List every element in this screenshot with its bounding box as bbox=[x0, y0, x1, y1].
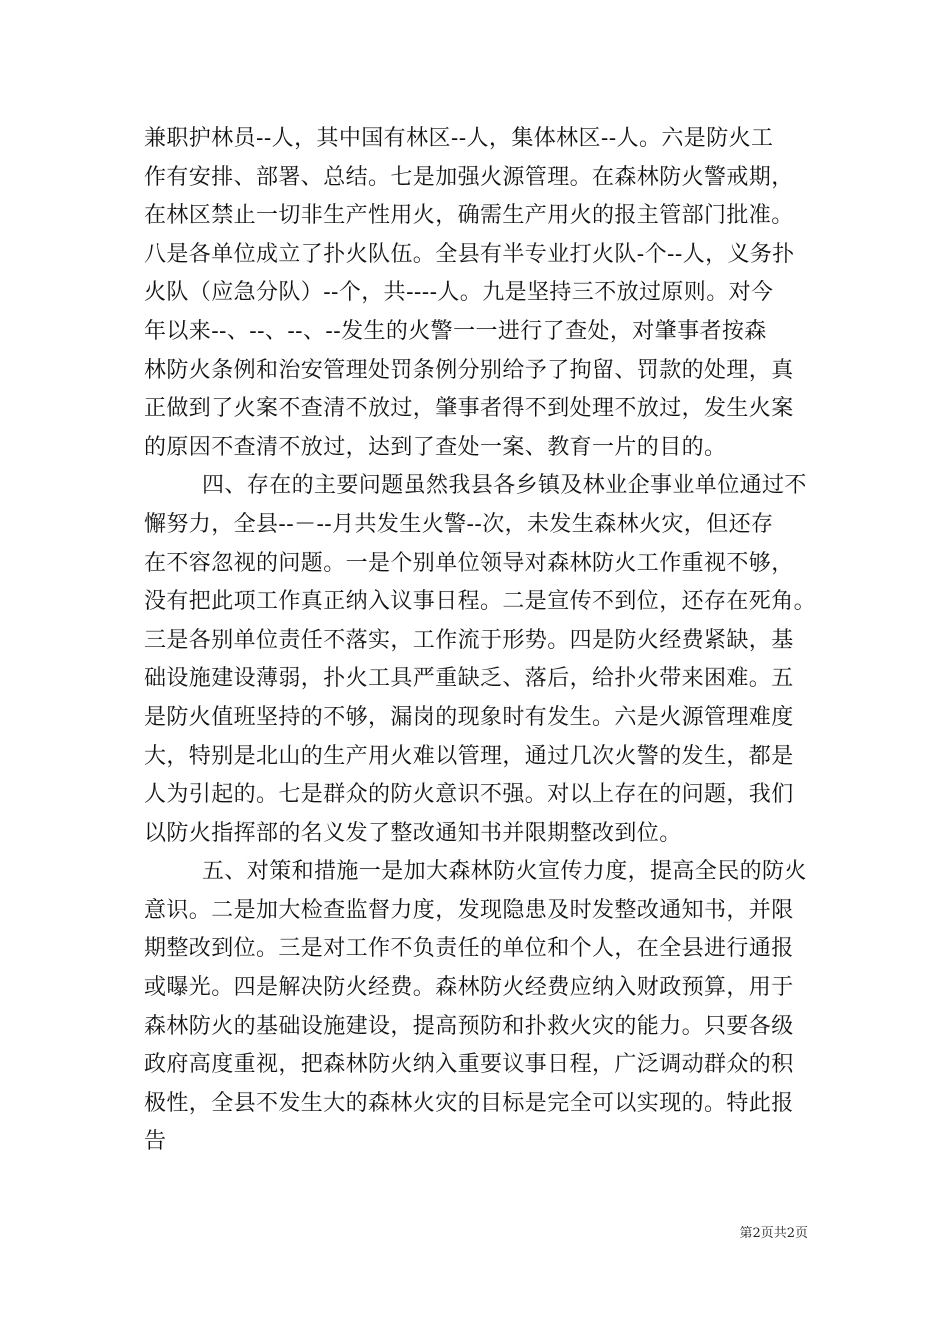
text-line: 三是各别单位责任不落实，工作流于形势。四是防火经费紧缺，基 bbox=[144, 627, 794, 653]
text-line: 的原因不查清不放过，达到了查处一案、教育一片的目的。 bbox=[144, 434, 727, 460]
text-line: 期整改到位。三是对工作不负责任的单位和个人，在全县进行通报 bbox=[144, 936, 794, 962]
text-line: 政府高度重视，把森林防火纳入重要议事日程，广泛调动群众的积 bbox=[144, 1052, 794, 1078]
text-line: 林防火条例和治安管理处罚条例分别给予了拘留、罚款的处理，真 bbox=[144, 357, 794, 383]
section-heading-line: 五、对策和措施一是加大森林防火宣传力度，提高全民的防火 bbox=[202, 859, 807, 885]
text-line: 作有安排、部署、总结。七是加强火源管理。在森林防火警戒期， bbox=[144, 164, 794, 190]
text-line: 意识。二是加大检查监督力度，发现隐患及时发整改通知书，并限 bbox=[144, 897, 794, 923]
text-line: 在不容忽视的问题。一是个别单位领导对森林防火工作重视不够， bbox=[144, 550, 794, 576]
text-line: 在林区禁止一切非生产性用火，确需生产用火的报主管部门批准。 bbox=[144, 203, 794, 229]
text-line: 火队（应急分队）--个，共----人。九是坚持三不放过原则。对今 bbox=[144, 280, 774, 306]
text-line: 没有把此项工作真正纳入议事日程。二是宣传不到位，还存在死角。 bbox=[144, 589, 817, 615]
text-line: 人为引起的。七是群众的防火意识不强。对以上存在的问题，我们 bbox=[144, 782, 794, 808]
section-heading-line: 四、存在的主要问题虽然我县各乡镇及林业企事业单位通过不 bbox=[202, 473, 807, 499]
body-text bbox=[144, 120, 817, 1162]
text-line: 兼职护林员--人，其中国有林区--人，集体林区--人。六是防火工 bbox=[144, 126, 774, 151]
text-line: 正做到了火案不查清不放过，肇事者得不到处理不放过，发生火案 bbox=[144, 396, 794, 422]
text-line: 或曝光。四是解决防火经费。森林防火经费应纳入财政预算，用于 bbox=[144, 975, 794, 1001]
text-line: 告 bbox=[144, 1129, 167, 1155]
text-line: 森林防火的基础设施建设，提高预防和扑救火灾的能力。只要各级 bbox=[144, 1013, 794, 1039]
text-line: 极性，全县不发生大的森林火灾的目标是完全可以实现的。特此报 bbox=[144, 1090, 794, 1116]
text-line: 年以来--、--、--、--发生的火警一一进行了查处，对肇事者按森 bbox=[144, 318, 767, 344]
text-line: 础设施建设薄弱，扑火工具严重缺乏、落后，给扑火带来困难。五 bbox=[144, 666, 794, 692]
text-line: 以防火指挥部的名义发了整改通知书并限期整改到位。 bbox=[144, 820, 682, 846]
text-line: 是防火值班坚持的不够，漏岗的现象时有发生。六是火源管理难度 bbox=[144, 704, 794, 730]
text-line: 懈努力，全县--－--月共发生火警--次，未发生森林火灾，但还存 bbox=[144, 511, 774, 537]
text-line: 大，特别是北山的生产用火难以管理，通过几次火警的发生，都是 bbox=[144, 743, 794, 769]
page-number-footer: 第2页共2页 bbox=[739, 1226, 808, 1241]
text-line: 八是各单位成立了扑火队伍。全县有半专业打火队-个--人，义务扑 bbox=[144, 241, 795, 267]
